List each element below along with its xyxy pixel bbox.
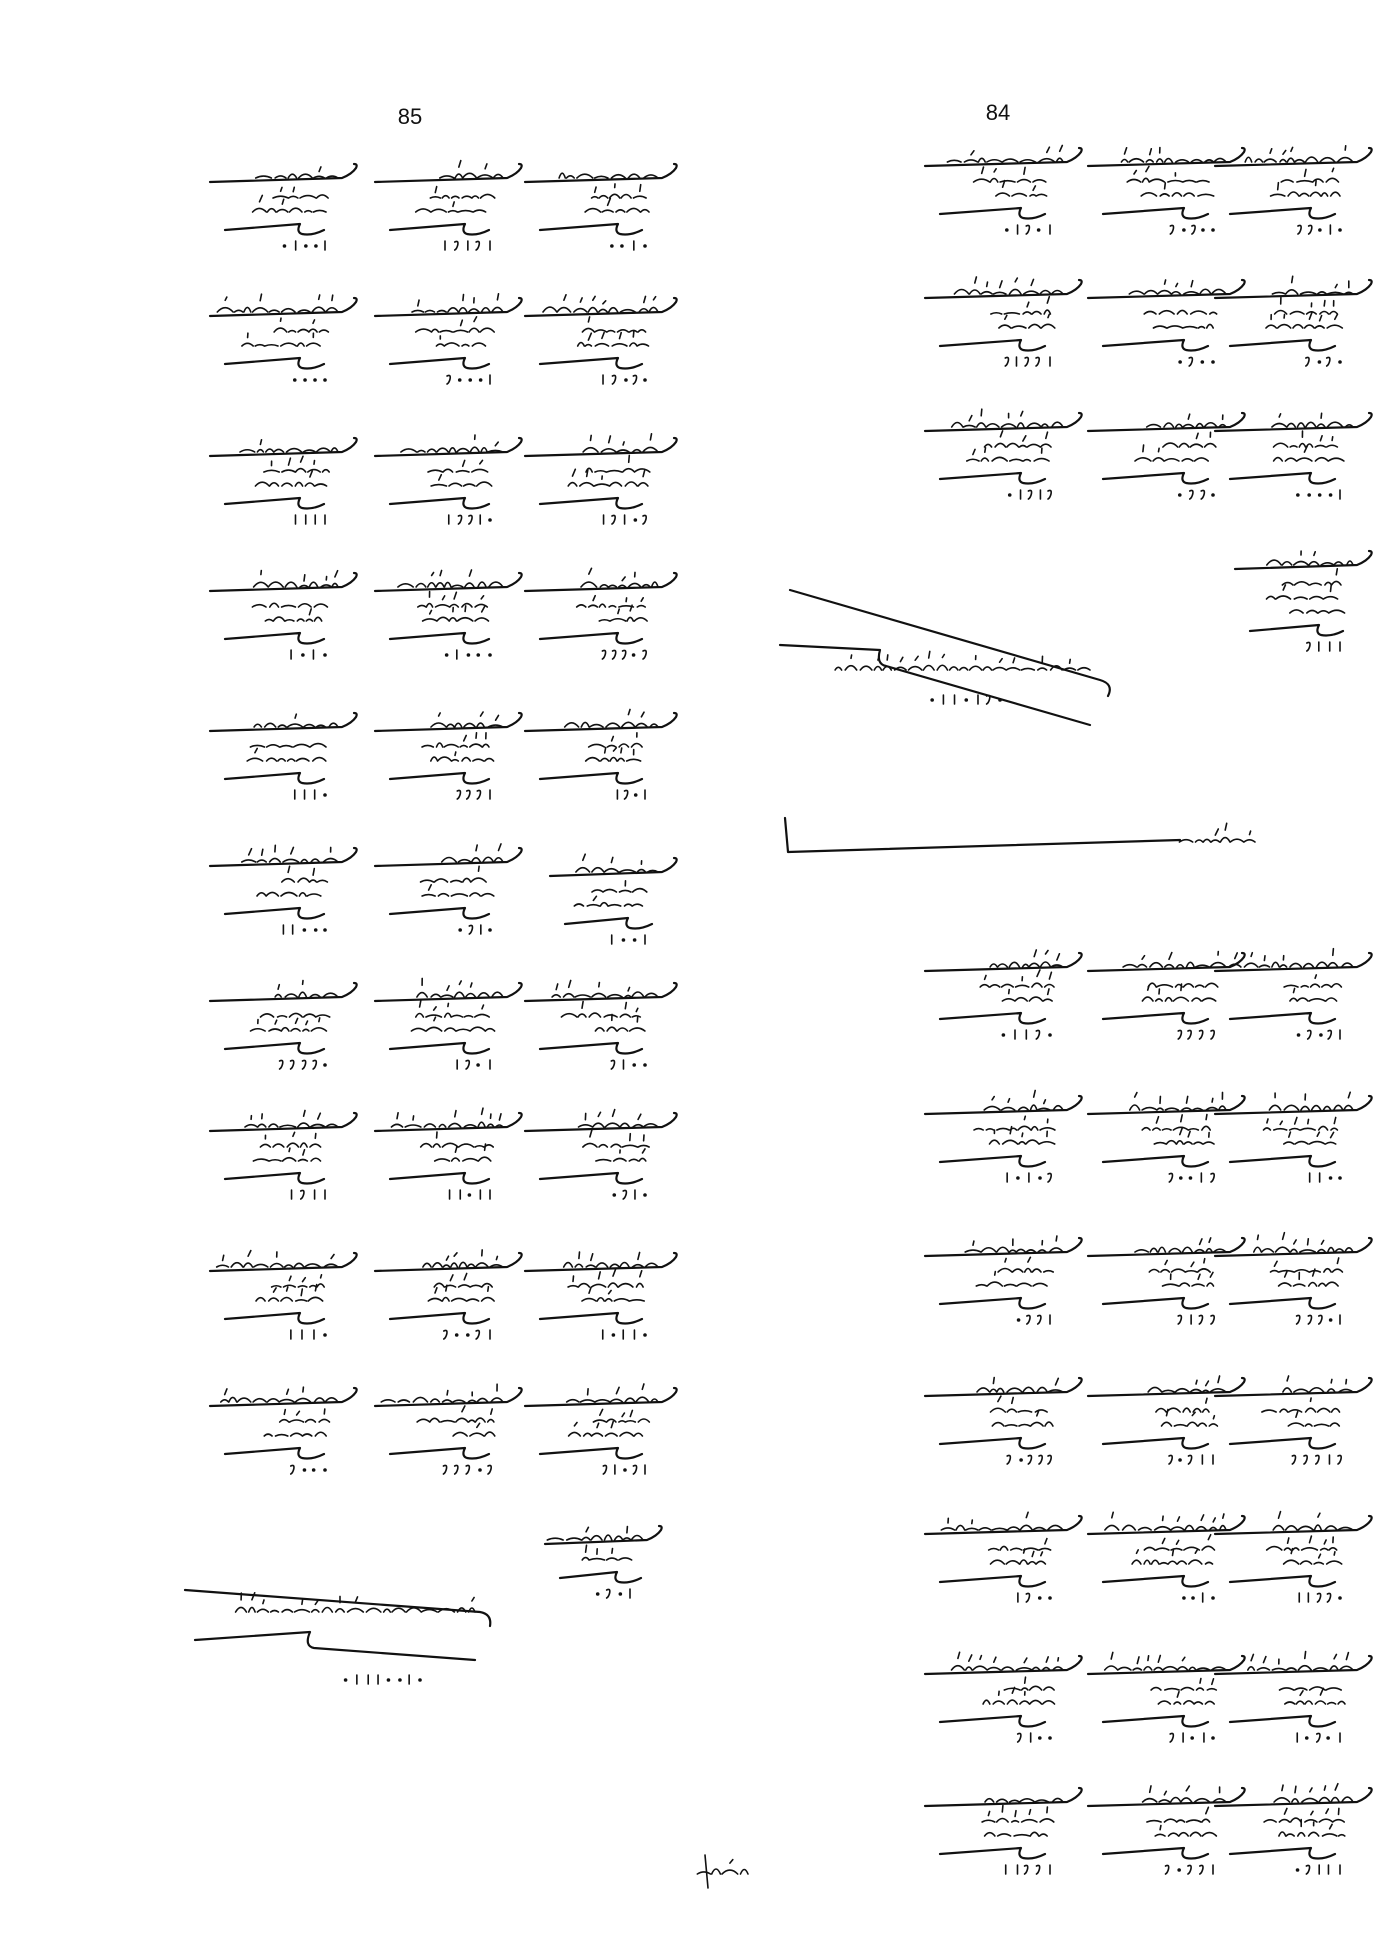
ledger-entry-44 — [925, 1091, 1082, 1183]
ledger-entry-35 — [1088, 280, 1245, 366]
ledger-entry-10 — [375, 570, 522, 659]
ledger-entry-33 — [1215, 146, 1372, 234]
ledger-entry-22 — [375, 1108, 522, 1199]
page-number-right: 84 — [985, 100, 1011, 125]
ledger-entry-26 — [525, 1252, 677, 1339]
ledger-entry-42 — [1088, 952, 1245, 1039]
ledger-entry-20 — [525, 981, 677, 1070]
ledger-entry-29 — [525, 1384, 677, 1474]
ledger-entry-60 — [1088, 1786, 1245, 1874]
ledger-entry-4 — [375, 294, 522, 384]
ledger-entry-28 — [375, 1384, 522, 1474]
bottom-mark — [697, 1855, 748, 1888]
ledger-entry-38 — [1088, 413, 1245, 499]
ledger-entry-8 — [525, 434, 677, 524]
ledger-entry-47 — [925, 1236, 1082, 1324]
ledger-entry-18 — [210, 981, 357, 1070]
ledger-entry-51 — [1088, 1376, 1245, 1464]
ledger-entry-11 — [525, 568, 677, 659]
ledger-entry-53 — [925, 1512, 1082, 1602]
section-divider-right — [785, 818, 1255, 852]
ledger-entry-54 — [1088, 1512, 1245, 1602]
ledger-entry-2 — [525, 164, 677, 250]
ledger-entry-40 — [1235, 551, 1372, 651]
ledger-entry-24 — [210, 1251, 357, 1339]
ledger-entry-14 — [525, 710, 677, 800]
ledger-entry-12 — [210, 713, 357, 799]
ledger-entry-48 — [1088, 1238, 1245, 1324]
ledger-entry-32 — [1088, 148, 1245, 235]
ledger-entry-34 — [925, 277, 1082, 366]
total-stroke-left — [185, 1590, 490, 1684]
ledger-entry-13 — [375, 712, 522, 799]
ledger-entry-39 — [1215, 413, 1372, 499]
ledger-entry-56 — [925, 1652, 1082, 1742]
ledger-entry-50 — [925, 1378, 1082, 1464]
ledger-entry-25 — [375, 1250, 522, 1339]
ledger-entry-0 — [210, 164, 357, 250]
ledger-entry-17 — [550, 854, 677, 944]
page-number-left: 85 — [397, 104, 423, 129]
ledger-entry-45 — [1088, 1092, 1245, 1182]
ledger-entry-52 — [1215, 1376, 1372, 1464]
ledger-entry-6 — [210, 438, 357, 524]
total-stroke-right — [780, 590, 1110, 725]
ledger-entry-30 — [545, 1526, 662, 1598]
ledger-entry-19 — [375, 978, 522, 1069]
ledger-entry-27 — [210, 1387, 357, 1474]
ledger-entry-57 — [1088, 1652, 1245, 1742]
ledger-entry-15 — [210, 845, 357, 934]
ledger-entry-41 — [925, 950, 1082, 1039]
ledger-entry-5 — [525, 295, 677, 384]
ledger-entry-21 — [210, 1111, 357, 1200]
ledger-entry-7 — [375, 435, 522, 524]
ledger-entry-1 — [375, 161, 522, 250]
ledger-entry-9 — [210, 571, 357, 659]
ledger-entry-37 — [925, 409, 1082, 499]
ledger-entry-59 — [925, 1788, 1082, 1874]
ledger-entry-16 — [375, 844, 522, 934]
ledger-entry-23 — [525, 1110, 677, 1199]
ledger-entry-3 — [210, 294, 357, 382]
ledger-entry-31 — [925, 146, 1082, 235]
